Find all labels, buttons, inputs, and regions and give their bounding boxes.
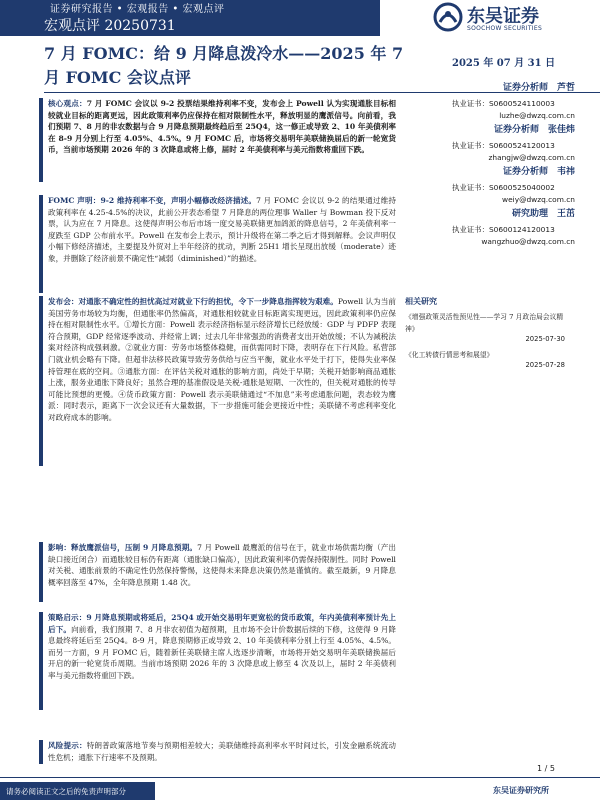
summary-strategy xyxy=(48,612,396,682)
summary-fomc-statement xyxy=(48,195,396,265)
analyst-entry xyxy=(440,206,585,248)
top-banner xyxy=(0,0,380,36)
section-bar xyxy=(39,98,43,182)
section-bar xyxy=(39,542,43,602)
analyst-email[interactable]: weiy@dwzq.com.cn xyxy=(502,195,575,204)
section-lead: 风险提示： xyxy=(48,741,87,750)
analyst-email[interactable]: zhangjw@dwzq.com.cn xyxy=(488,153,575,162)
related-item-date: 2025-07-28 xyxy=(525,361,565,369)
related-item-date: 2025-07-30 xyxy=(525,335,565,343)
analyst-role: 证券分析师 芦哲 xyxy=(502,83,575,93)
analyst-cert: 执业证书：S0600525040002 xyxy=(452,183,555,192)
summary-risk xyxy=(48,740,396,763)
analyst-email[interactable]: wangzhuo@dwzq.com.cn xyxy=(481,237,575,246)
related-item-title[interactable]: 《增强政策灵活性预见性——学习 7 月政治局会议精神》 xyxy=(405,313,564,333)
section-text: 7 月 FOMC 会议以 9-2 的结果通过维持政策利率在 4.25-4.5%的决议，此前公开表态希望 7 月降息的两位理事 Waller 与 Bowman 投下反对票，认为应在 7 月降息。这使得声明公布后市场一度交易美联储更加鸽派的降息信号，2 年美债利率一度跌至 GDP 公布前水平。Powell 在发布会上表示，预计升级将在第二季之后才得到解释。会议声明仅小幅下修经济描述，主要提及外贸对上半年经济的扰动，判断 25H1 增长呈现出放缓（moderate）迹象，并删除了经济前景不确定性“减弱（diminished）”的描述。 xyxy=(48,196,396,263)
section-bar xyxy=(39,612,43,710)
analyst-entry xyxy=(440,80,585,122)
related-research xyxy=(405,296,565,375)
summary-press-conference xyxy=(48,296,396,424)
logo-mark-icon xyxy=(433,2,463,32)
section-bar xyxy=(39,740,43,764)
disclaimer-banner: 请务必阅读正文之后的免责声明部分 xyxy=(0,782,155,800)
section-lead: FOMC 声明：9-2 维持利率不变，声明小幅修改经济描述。 xyxy=(48,196,257,205)
analyst-cert: 执业证书：S0600524120013 xyxy=(452,141,555,150)
report-id: 宏观点评 20250731 xyxy=(44,18,176,34)
summary-core-view xyxy=(48,98,396,156)
section-text: 特朗普政策落地节奏与预期相差较大；美联储维持高利率水平时间过长，引发金融系统流动性危机；通胀下行速率不及预期。 xyxy=(48,741,397,762)
analyst-role: 研究助理 王茁 xyxy=(511,209,575,219)
page-number: 1 / 5 xyxy=(537,764,555,773)
analyst-entry xyxy=(440,164,585,206)
brand-name-cn: 东吴证券 xyxy=(467,6,539,27)
section-bar xyxy=(39,296,43,466)
section-lead: 影响：释放鹰派信号，压制 9 月降息预期。 xyxy=(48,543,198,552)
institute-name: 东吴证券研究所 xyxy=(493,785,549,795)
footer-rule xyxy=(0,777,600,778)
section-lead: 核心观点： xyxy=(48,99,87,108)
analyst-role: 证券分析师 张佳炜 xyxy=(493,125,575,135)
analyst-email[interactable]: luzhe@dwzq.com.cn xyxy=(499,111,575,120)
report-categories: 证券研究报告 • 宏观报告 • 宏观点评 xyxy=(50,4,225,15)
section-text: 7 月 Powell 最鹰派的信号在于，就业市场供需均衡（产出缺口接近闭合）而通胀较目标仍有距离（通胀缺口偏高），因此政策利率仍需保持限制性。同时 Powell 对关税、通胀前景的不确定性仍然保持警惕，这使得未来降息决策仍然是谨慎的。截至最新，9 月降息概率回落至 47%，全年降息预期 1.48 次。 xyxy=(48,543,396,587)
related-heading: 相关研究 xyxy=(405,296,437,306)
brand-name-en: SOOCHOW SECURITIES xyxy=(467,25,543,32)
analyst-role: 证券分析师 韦祎 xyxy=(502,167,575,177)
section-text: 向前看，我们预期 7、8 月非农初值为超预期，且市场不会计价数据后续的下修，这使得 9 月降息最终将延后至 25Q4。8-9 月，降息预期修正或导致 2、10 年美债利率分别上行至 4.05%、4.5%。而另一方面，9 月 FOMC 后，随着新任美联储主席人选逐步清晰，市场将开始交易明年美联储换届后开启的新一轮宽货币周期。当前市场预期 2026 年的 3 次降息或上修至 4 次及以上，届时 2 年美债利率与美元指数将重回下跌。 xyxy=(48,624,396,680)
related-item-title[interactable]: 《化工转债行情思考和展望》 xyxy=(405,351,494,359)
section-lead: 策略启示：9 月降息预期或将延后，25Q4 或开始交易明年更宽松的货币政策，年内美债利率预计先上后下。 xyxy=(48,613,396,634)
report-date: 2025 年 07 月 31 日 xyxy=(452,58,556,69)
analyst-cert: 执业证书：S0600524110003 xyxy=(452,99,555,108)
summary-impact xyxy=(48,542,396,588)
analyst-cert: 执业证书：S0600124120013 xyxy=(452,225,555,234)
section-lead: 发布会：对通胀不确定性的担忧高过对就业下行的担忧，令下一步降息指挥较为艰难。 xyxy=(48,297,338,306)
analyst-list xyxy=(440,80,585,248)
section-text: Powell 认为当前美国劳务市场较为均衡，但通胀率仍然偏高，对通胀相较就业目标距离实现更远，因此政策利率仍应保持在相对限制性水平。①增长方面：Powell 表示经济指标显示经济增长已经放缓：GDP 与 PDFP 表现符合预期，GDP 经常逐季波动、并经常上调；过去几年非常强劲的消费者支出开始放缓；不认为减税法案对经济构成强刺激。②就业方面：劳务市场整体稳健，而供需同时下降，表明存在下行风险。私营部门就业机会略有下降。但超非法移民政策导致劳务供给与应当平衡，就业水平处于打下，使得失业率保持管理在底的空间。③通胀方面：在评估关税对通胀的影响方面，尚处于早期；关税开始影响商品通胀上涨，服务业通胀下降良好；虽然合理的基准假设是关税-通胀是短期、一次性的，但关税对通胀的传导可能比预想的更慢。④货币政策方面：Powell 表示美联储通过“不加息”来考虑通胀问题，表态较为鹰派：同时表示，距离下一次会议还有大量数据，下一步措施可能会更接近中性；美联储不考虑利率变化对政府成本的影响。 xyxy=(48,297,397,422)
analyst-entry xyxy=(440,122,585,164)
section-bar xyxy=(39,195,43,293)
section-text: 7 月 FOMC 会议以 9-2 投票结果维持利率不变，发布会上 Powell 认为实现通胀目标相较就业目标的距离更远，因此政策利率仍应保持在相对限制性水平，释放明显的鹰派信号。向前看，我们预期 7、8 月的非农数据与合 9 月降息预期最终趋后至 25Q4，这一修正或导致 2、10 年美债利率在 8-9 月分别上行至 4.05%、4.5%。9 月 FOMC 后，市场将交易明年美联储换届后的新一轮宽货币，当前市场预期 2026 年的 3 次降息或将上修，届时 2 年美债利率与美元指数将重回下跌。 xyxy=(48,99,397,155)
brand-logo xyxy=(433,2,563,34)
report-title: 7 月 FOMC：给 9 月降息泼冷水——2025 年 7 月 FOMC 会议点评 xyxy=(44,44,404,87)
